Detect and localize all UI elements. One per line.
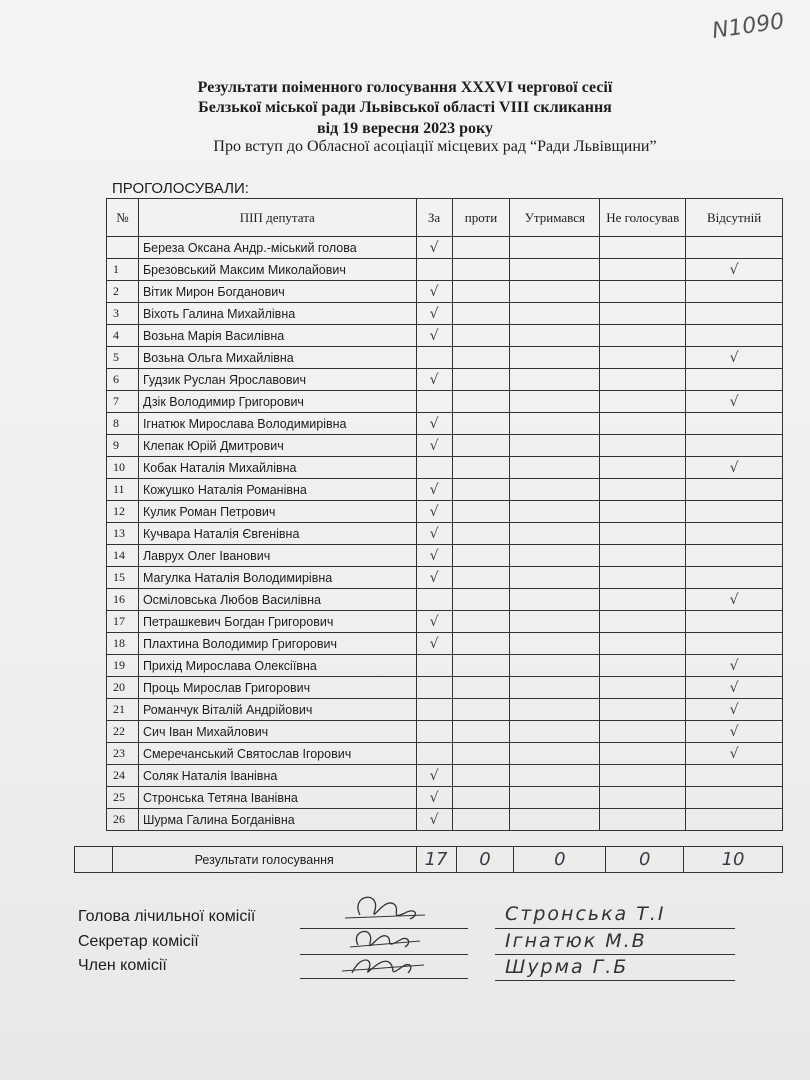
vote-absent: √	[686, 457, 783, 479]
vote-absent	[686, 545, 783, 567]
vote-abstained	[510, 501, 600, 523]
table-row	[107, 281, 783, 303]
vote-abstained	[510, 303, 600, 325]
deputy-name: Кожушко Наталія Романівна	[138, 479, 416, 501]
table-row	[107, 567, 783, 589]
table-row	[107, 369, 783, 391]
row-number: 24	[107, 765, 139, 787]
vote-not-voted	[600, 545, 686, 567]
deputy-name: Прихід Мирослава Олексіївна	[138, 655, 416, 677]
vote-against	[452, 633, 510, 655]
vote-absent	[686, 237, 783, 259]
vote-not-voted	[600, 457, 686, 479]
vote-for: √	[416, 413, 452, 435]
vote-absent: √	[686, 391, 783, 413]
vote-abstained	[510, 479, 600, 501]
vote-abstained	[510, 413, 600, 435]
title-line-2: Белзької міської ради Львівської області VIII скликання	[198, 99, 612, 116]
vote-not-voted	[600, 699, 686, 721]
vote-not-voted	[600, 721, 686, 743]
vote-absent	[686, 303, 783, 325]
deputy-name: Шурма Галина Богданівна	[138, 809, 416, 831]
vote-not-voted	[600, 589, 686, 611]
secretary-name: Ігнатюк М.В	[505, 930, 647, 952]
deputy-name: Магулка Наталія Володимирівна	[138, 567, 416, 589]
row-number: 14	[107, 545, 139, 567]
vote-not-voted	[600, 237, 686, 259]
header-abstained: Утримався	[510, 199, 600, 237]
member-name-line	[495, 980, 735, 981]
vote-abstained	[510, 611, 600, 633]
vote-not-voted	[600, 369, 686, 391]
vote-against	[452, 545, 510, 567]
vote-absent	[686, 325, 783, 347]
vote-absent: √	[686, 259, 783, 281]
vote-against	[452, 765, 510, 787]
vote-for: √	[416, 809, 452, 831]
row-number: 23	[107, 743, 139, 765]
row-number: 2	[107, 281, 139, 303]
row-number	[107, 237, 139, 259]
vote-not-voted	[600, 765, 686, 787]
deputy-name: Сич Іван Михайлович	[138, 721, 416, 743]
vote-abstained	[510, 281, 600, 303]
vote-absent	[686, 765, 783, 787]
deputy-name: Смеречанський Святослав Ігорович	[138, 743, 416, 765]
vote-absent	[686, 281, 783, 303]
results-table	[74, 846, 783, 873]
deputy-name: Ігнатюк Мирослава Володимирівна	[138, 413, 416, 435]
vote-abstained	[510, 743, 600, 765]
vote-not-voted	[600, 325, 686, 347]
deputy-name: Вітик Мирон Богданович	[138, 281, 416, 303]
header-absent: Відсутній	[686, 199, 783, 237]
vote-for: √	[416, 523, 452, 545]
row-number: 17	[107, 611, 139, 633]
vote-not-voted	[600, 435, 686, 457]
row-number: 11	[107, 479, 139, 501]
vote-abstained	[510, 435, 600, 457]
row-number: 15	[107, 567, 139, 589]
vote-not-voted	[600, 655, 686, 677]
vote-not-voted	[600, 347, 686, 369]
vote-abstained	[510, 545, 600, 567]
vote-for: √	[416, 479, 452, 501]
row-number: 10	[107, 457, 139, 479]
vote-against	[452, 743, 510, 765]
vote-against	[452, 787, 510, 809]
vote-for	[416, 391, 452, 413]
header-for: За	[416, 199, 452, 237]
vote-abstained	[510, 347, 600, 369]
deputy-name: Романчук Віталій Андрійович	[138, 699, 416, 721]
header-against: проти	[452, 199, 510, 237]
deputy-name: Кобак Наталія Михайлівна	[138, 457, 416, 479]
secretary-label: Секретар комісії	[78, 933, 199, 950]
vote-for: √	[416, 501, 452, 523]
vote-against	[452, 479, 510, 501]
row-number: 4	[107, 325, 139, 347]
table-row	[107, 699, 783, 721]
vote-absent	[686, 369, 783, 391]
vote-not-voted	[600, 281, 686, 303]
vote-against	[452, 567, 510, 589]
result-abstained: 0	[514, 847, 606, 873]
vote-abstained	[510, 633, 600, 655]
vote-abstained	[510, 787, 600, 809]
table-row	[107, 743, 783, 765]
vote-not-voted	[600, 567, 686, 589]
vote-absent	[686, 501, 783, 523]
vote-not-voted	[600, 303, 686, 325]
row-number: 6	[107, 369, 139, 391]
deputy-name: Плахтина Володимир Григорович	[138, 633, 416, 655]
table-row	[107, 721, 783, 743]
row-number: 3	[107, 303, 139, 325]
table-row	[107, 545, 783, 567]
table-row	[107, 391, 783, 413]
vote-abstained	[510, 325, 600, 347]
vote-abstained	[510, 237, 600, 259]
vote-abstained	[510, 259, 600, 281]
vote-for: √	[416, 545, 452, 567]
vote-for	[416, 699, 452, 721]
vote-abstained	[510, 589, 600, 611]
deputy-name: Дзік Володимир Григорович	[138, 391, 416, 413]
handwritten-document-number: N1090	[710, 9, 786, 44]
member-name: Шурма Г.Б	[505, 956, 629, 978]
table-row	[107, 523, 783, 545]
vote-for	[416, 347, 452, 369]
vote-abstained	[510, 655, 600, 677]
vote-for	[416, 743, 452, 765]
row-number: 12	[107, 501, 139, 523]
vote-absent: √	[686, 721, 783, 743]
vote-absent	[686, 809, 783, 831]
vote-against	[452, 809, 510, 831]
vote-for: √	[416, 303, 452, 325]
vote-absent	[686, 633, 783, 655]
vote-against	[452, 413, 510, 435]
deputy-name: Возьна Марія Василівна	[138, 325, 416, 347]
vote-subject: Про вступ до Обласної асоціації місцевих рад “Ради Львівщини”	[213, 138, 657, 155]
vote-absent	[686, 611, 783, 633]
deputy-name: Кулик Роман Петрович	[138, 501, 416, 523]
table-row	[107, 479, 783, 501]
chair-name: Стронська Т.І	[505, 903, 666, 925]
deputy-name: Стронська Тетяна Іванівна	[138, 787, 416, 809]
vote-for	[416, 259, 452, 281]
vote-for	[416, 655, 452, 677]
vote-absent	[686, 787, 783, 809]
vote-absent: √	[686, 677, 783, 699]
vote-absent	[686, 567, 783, 589]
row-number: 20	[107, 677, 139, 699]
vote-abstained	[510, 809, 600, 831]
result-not-voted: 0	[606, 847, 684, 873]
vote-abstained	[510, 391, 600, 413]
deputy-name: Береза Оксана Андр.-міський голова	[138, 237, 416, 259]
vote-abstained	[510, 457, 600, 479]
table-row	[107, 303, 783, 325]
deputy-name: Клепак Юрій Дмитрович	[138, 435, 416, 457]
deputy-name: Лаврух Олег Іванович	[138, 545, 416, 567]
vote-against	[452, 699, 510, 721]
vote-not-voted	[600, 809, 686, 831]
table-row	[107, 787, 783, 809]
chair-label: Голова лічильної комісії	[78, 908, 256, 925]
vote-absent	[686, 523, 783, 545]
row-number: 18	[107, 633, 139, 655]
vote-not-voted	[600, 677, 686, 699]
table-row	[107, 457, 783, 479]
title-line-1: Результати поіменного голосування XXXVI чергової сесії	[197, 79, 613, 96]
vote-against	[452, 435, 510, 457]
vote-against	[452, 523, 510, 545]
row-number: 22	[107, 721, 139, 743]
table-row	[107, 633, 783, 655]
row-number: 25	[107, 787, 139, 809]
result-absent: 10	[684, 847, 783, 873]
vote-table	[106, 198, 783, 831]
vote-for: √	[416, 325, 452, 347]
vote-against	[452, 501, 510, 523]
row-number: 13	[107, 523, 139, 545]
table-row	[107, 765, 783, 787]
vote-abstained	[510, 765, 600, 787]
vote-for: √	[416, 787, 452, 809]
vote-absent	[686, 435, 783, 457]
row-number: 7	[107, 391, 139, 413]
vote-against	[452, 589, 510, 611]
table-row	[107, 413, 783, 435]
row-number: 26	[107, 809, 139, 831]
table-row	[107, 237, 783, 259]
vote-for: √	[416, 611, 452, 633]
row-number: 9	[107, 435, 139, 457]
header-number: №	[107, 199, 139, 237]
vote-not-voted	[600, 633, 686, 655]
deputy-name: Кучвара Наталія Євгенівна	[138, 523, 416, 545]
table-row	[107, 259, 783, 281]
result-for: 17	[416, 847, 456, 873]
vote-for: √	[416, 567, 452, 589]
vote-against	[452, 369, 510, 391]
header-not-voted: Не голосував	[600, 199, 686, 237]
result-against: 0	[456, 847, 514, 873]
vote-not-voted	[600, 479, 686, 501]
voted-label: ПРОГОЛОСУВАЛИ:	[112, 180, 249, 197]
vote-for: √	[416, 237, 452, 259]
vote-abstained	[510, 721, 600, 743]
vote-abstained	[510, 523, 600, 545]
vote-for	[416, 589, 452, 611]
table-row	[107, 501, 783, 523]
vote-absent: √	[686, 589, 783, 611]
vote-absent: √	[686, 347, 783, 369]
table-row	[107, 435, 783, 457]
title-line-3: від 19 вересня 2023 року	[317, 120, 493, 137]
secretary-name-line	[495, 954, 735, 955]
table-row	[107, 611, 783, 633]
deputy-name: Соляк Наталія Іванівна	[138, 765, 416, 787]
vote-for: √	[416, 633, 452, 655]
vote-for: √	[416, 765, 452, 787]
row-number: 5	[107, 347, 139, 369]
vote-not-voted	[600, 501, 686, 523]
table-row	[107, 589, 783, 611]
deputy-name: Віхоть Галина Михайлівна	[138, 303, 416, 325]
vote-against	[452, 325, 510, 347]
row-number: 21	[107, 699, 139, 721]
vote-against	[452, 259, 510, 281]
vote-not-voted	[600, 259, 686, 281]
vote-not-voted	[600, 611, 686, 633]
vote-abstained	[510, 677, 600, 699]
table-row	[107, 677, 783, 699]
table-row	[107, 809, 783, 831]
deputy-name: Брезовський Максим Миколайович	[138, 259, 416, 281]
chair-name-line	[495, 928, 735, 929]
row-number: 16	[107, 589, 139, 611]
member-label: Член комісії	[78, 957, 167, 974]
deputy-name: Петрашкевич Богдан Григорович	[138, 611, 416, 633]
vote-against	[452, 303, 510, 325]
header-name: ПІП депутата	[138, 199, 416, 237]
results-label: Результати голосування	[112, 847, 416, 873]
vote-against	[452, 655, 510, 677]
vote-against	[452, 391, 510, 413]
vote-against	[452, 237, 510, 259]
vote-not-voted	[600, 523, 686, 545]
deputy-name: Гудзик Руслан Ярославович	[138, 369, 416, 391]
vote-for	[416, 721, 452, 743]
table-row	[107, 655, 783, 677]
vote-not-voted	[600, 391, 686, 413]
table-row	[107, 347, 783, 369]
handwritten-signatures	[330, 885, 440, 985]
vote-not-voted	[600, 413, 686, 435]
row-number: 8	[107, 413, 139, 435]
vote-absent	[686, 479, 783, 501]
deputy-name: Возьна Ольга Михайлівна	[138, 347, 416, 369]
vote-for: √	[416, 281, 452, 303]
vote-abstained	[510, 369, 600, 391]
vote-for: √	[416, 435, 452, 457]
vote-not-voted	[600, 743, 686, 765]
vote-against	[452, 611, 510, 633]
vote-against	[452, 457, 510, 479]
vote-for	[416, 457, 452, 479]
vote-for: √	[416, 369, 452, 391]
vote-abstained	[510, 699, 600, 721]
vote-against	[452, 347, 510, 369]
vote-absent	[686, 413, 783, 435]
vote-against	[452, 721, 510, 743]
row-number: 1	[107, 259, 139, 281]
vote-absent: √	[686, 743, 783, 765]
vote-abstained	[510, 567, 600, 589]
vote-absent: √	[686, 699, 783, 721]
vote-for	[416, 677, 452, 699]
vote-absent: √	[686, 655, 783, 677]
results-number-cell	[75, 847, 113, 873]
vote-not-voted	[600, 787, 686, 809]
row-number: 19	[107, 655, 139, 677]
deputy-name: Проць Мирослав Григорович	[138, 677, 416, 699]
table-row	[107, 325, 783, 347]
deputy-name: Осміловська Любов Василівна	[138, 589, 416, 611]
vote-against	[452, 677, 510, 699]
vote-against	[452, 281, 510, 303]
